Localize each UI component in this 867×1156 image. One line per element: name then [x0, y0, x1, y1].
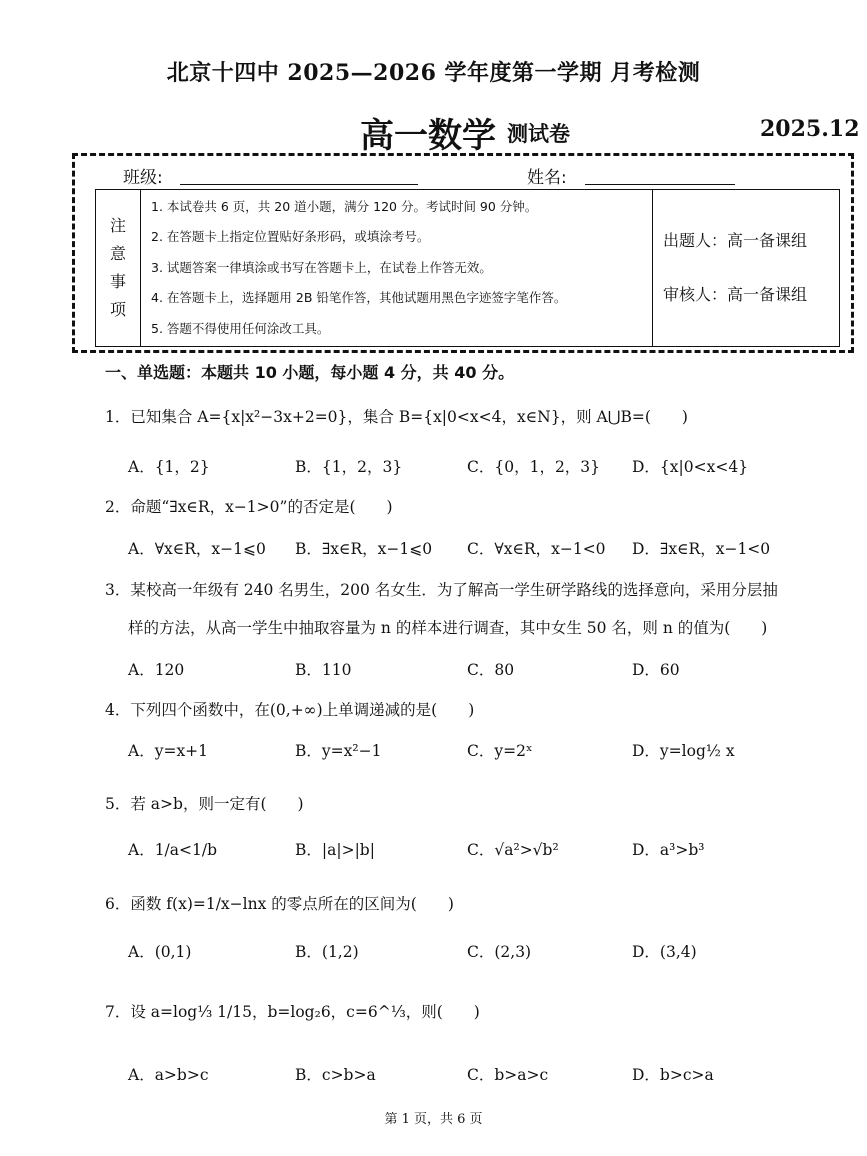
- setter: 出题人：高一备课组: [663, 231, 808, 250]
- notice-table: [95, 189, 840, 347]
- q1-option-c[interactable]: C．{0，1，2，3}: [467, 458, 601, 476]
- q4-option-d[interactable]: D．y=log½ x: [632, 742, 735, 760]
- q3-option-b[interactable]: B．110: [295, 661, 352, 679]
- notice-char: 注: [109, 216, 126, 235]
- q7-option-d[interactable]: D．b>c>a: [632, 1066, 714, 1084]
- q1-option-d[interactable]: D．{x|0<x<4}: [632, 458, 749, 476]
- notice-item: 5. 答题不得使用任何涂改工具。: [151, 320, 330, 336]
- q6-option-a[interactable]: A．(0,1): [128, 943, 192, 961]
- q2-option-b[interactable]: B．∃x∈R，x−1⩽0: [295, 540, 433, 558]
- name-label: 姓名:: [527, 168, 567, 188]
- section-heading: 一、单选题：本题共 10 小题，每小题 4 分，共 40 分。: [105, 363, 515, 382]
- notice-char: 事: [109, 272, 126, 291]
- q4-option-b[interactable]: B．y=x²−1: [295, 742, 382, 760]
- question-5-stem: 5．若 a>b，则一定有( ): [105, 795, 304, 813]
- question-4-stem: 4．下列四个函数中，在(0,+∞)上单调递减的是( ): [105, 701, 475, 719]
- class-field[interactable]: [180, 184, 418, 185]
- q6-option-d[interactable]: D．(3,4): [632, 943, 697, 961]
- q3-option-c[interactable]: C．80: [467, 661, 515, 679]
- notice-items: [141, 190, 653, 347]
- q1-option-a[interactable]: A．{1，2}: [128, 458, 210, 476]
- q5-option-a[interactable]: A．1/a<1/b: [128, 841, 218, 859]
- q5-option-c[interactable]: C．√a²>√b²: [467, 841, 559, 859]
- q3-option-d[interactable]: D．60: [632, 661, 680, 679]
- question-1-stem: 1．已知集合 A={x|x²−3x+2=0}，集合 B={x|0<x<4，x∈N}，则 A⋃B=( ): [105, 408, 688, 426]
- question-2-stem: 2．命题“∃x∈R，x−1>0”的否定是( ): [105, 498, 393, 516]
- q2-option-a[interactable]: A．∀x∈R，x−1⩽0: [128, 540, 266, 558]
- q7-option-a[interactable]: A．a>b>c: [128, 1066, 209, 1084]
- q7-option-b[interactable]: B．c>b>a: [295, 1066, 376, 1084]
- question-6-stem: 6．函数 f(x)=1/x−lnx 的零点所在的区间为( ): [105, 895, 454, 913]
- reviewer: 审核人：高一备课组: [663, 285, 808, 304]
- q4-option-a[interactable]: A．y=x+1: [128, 742, 209, 760]
- q2-option-c[interactable]: C．∀x∈R，x−1<0: [467, 540, 606, 558]
- name-field[interactable]: [585, 184, 735, 185]
- question-7-stem: 7．设 a=log⅓ 1/15，b=log₂6，c=6^⅓，则( ): [105, 1003, 480, 1021]
- q3-option-a[interactable]: A．120: [128, 661, 185, 679]
- notice-item: 4. 在答题卡上，选择题用 2B 铅笔作答，其他试题用黑色字迹签字笔作答。: [151, 290, 567, 306]
- q6-option-b[interactable]: B．(1,2): [295, 943, 359, 961]
- notice-label: [96, 190, 141, 347]
- q4-option-c[interactable]: C．y=2ˣ: [467, 742, 533, 760]
- notice-char: 意: [109, 244, 126, 263]
- question-3-stem-line2: 样的方法，从高一学生中抽取容量为 n 的样本进行调查，其中女生 50 名，则 n 的值为( ): [128, 619, 768, 637]
- question-3-stem-line1: 3．某校高一年级有 240 名男生，200 名女生．为了解高一学生研学路线的选择意向，采用分层抽: [105, 581, 778, 599]
- q5-option-d[interactable]: D．a³>b³: [632, 841, 705, 859]
- notice-item: 1. 本试卷共 6 页，共 20 道小题，满分 120 分。考试时间 90 分钟。: [151, 198, 538, 214]
- exam-subtitle: 测试卷: [507, 121, 570, 146]
- class-label: 班级:: [123, 168, 163, 188]
- q2-option-d[interactable]: D．∃x∈R，x−1<0: [632, 540, 771, 558]
- exam-date: 2025.12: [760, 116, 860, 142]
- school-header: 北京十四中 2025—2026 学年度第一学期 月考检测: [166, 60, 701, 86]
- q1-option-b[interactable]: B．{1，2，3}: [295, 458, 403, 476]
- q7-option-c[interactable]: C．b>a>c: [467, 1066, 549, 1084]
- staff-info: [653, 190, 840, 347]
- notice-char: 项: [109, 300, 126, 319]
- notice-item: 2. 在答题卡上指定位置贴好条形码，或填涂考号。: [151, 229, 430, 245]
- q6-option-c[interactable]: C．(2,3): [467, 943, 532, 961]
- exam-title: 高一数学: [360, 116, 496, 156]
- notice-item: 3. 试题答案一律填涂或书写在答题卡上，在试卷上作答无效。: [151, 259, 492, 275]
- q5-option-b[interactable]: B．|a|>|b|: [295, 841, 375, 859]
- page-footer: 第 1 页，共 6 页: [384, 1112, 483, 1127]
